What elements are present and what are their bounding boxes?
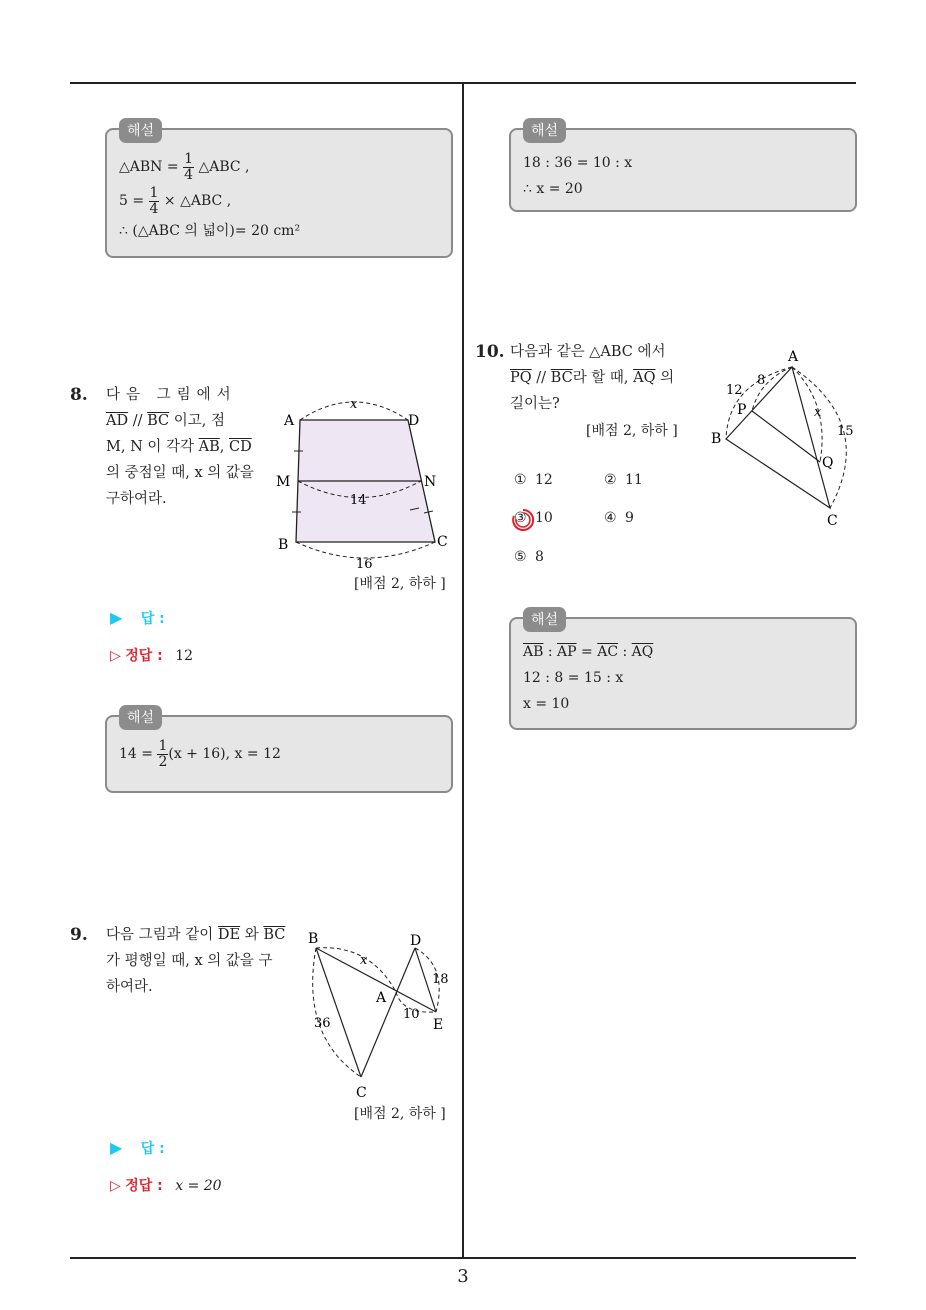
answer-label: 답 : (140, 1141, 165, 1157)
label-a: A (284, 413, 295, 429)
solution-line: ∴ (△ABC 의 넓이)= 20 cm² (119, 223, 301, 239)
correct-value: 12 (175, 648, 194, 664)
solution-line: 12 : 8 = 15 : x (523, 670, 624, 686)
answer-row (110, 608, 165, 628)
segment-pq (752, 411, 820, 462)
label-8: 8 (757, 373, 766, 388)
correct-triangle-icon: ▷ (110, 648, 121, 664)
choice-5[interactable]: ⑤ 8 (514, 549, 544, 565)
label-16: 16 (356, 557, 373, 572)
trapezoid-figure (270, 392, 460, 574)
label-n: N (424, 474, 437, 490)
solution-box-q9 (509, 123, 857, 212)
label-a: A (788, 349, 799, 365)
solution-tag: 해설 (119, 118, 162, 143)
solution-line: 14 = $\frac{1}{2}$ (x + 16), x = 12 (119, 737, 281, 770)
label-b: B (711, 431, 722, 447)
correct-value: x = 20 (175, 1178, 222, 1194)
label-36: 36 (314, 1016, 331, 1031)
correct-row (110, 645, 193, 665)
label-c: C (356, 1085, 367, 1101)
dashed-arc-bottom (296, 542, 435, 558)
label-15: 15 (837, 424, 854, 439)
label-d: D (408, 413, 420, 429)
label-x: x (360, 953, 368, 968)
solution-tag: 해설 (119, 705, 162, 730)
label-m: M (276, 474, 291, 490)
solution-line: 5 = $\frac{1}{4}$ × △ABC , (119, 184, 232, 217)
score-meta: [배점 2, 하하 ] (354, 576, 446, 592)
label-e: E (433, 1017, 444, 1033)
solution-box-q8 (105, 710, 453, 793)
solution-box-q7 (105, 123, 453, 258)
choice-2[interactable]: ② 11 (604, 472, 643, 488)
fraction: $\frac{1}{4}$ (184, 150, 193, 183)
choice-4[interactable]: ④ 9 (604, 510, 634, 526)
label-d: D (410, 933, 422, 949)
label-10: 10 (403, 1007, 420, 1022)
solution-tag: 해설 (523, 607, 566, 632)
score-meta: [배점 2, 하하 ] (586, 423, 678, 439)
triangle-figure (706, 344, 866, 530)
label-c: C (827, 513, 838, 529)
answer-triangle-icon: ▶ (110, 1138, 123, 1157)
fraction: $\frac{1}{2}$ (158, 737, 168, 770)
score-meta: [배점 2, 하하 ] (354, 1106, 446, 1122)
question-number: 9. (70, 925, 88, 945)
label-12: 12 (726, 383, 743, 398)
solution-tag: 해설 (523, 118, 566, 143)
correct-row (110, 1175, 222, 1195)
answer-label: 답 : (140, 611, 165, 627)
solution-line: ∴ x = 20 (523, 181, 583, 197)
parallel-lines-figure (300, 926, 460, 1104)
column-divider (462, 84, 464, 1258)
label-q: Q (822, 455, 834, 471)
label-a: A (376, 990, 387, 1006)
label-p: P (737, 402, 747, 418)
question-number: 10. (475, 342, 505, 362)
bottom-rule (70, 1257, 856, 1259)
answer-triangle-icon: ▶ (110, 608, 123, 627)
solution-line: x = 10 (523, 696, 570, 712)
label-18: 18 (432, 972, 449, 987)
choice-3[interactable]: ③ 10 (514, 510, 553, 526)
label-x: x (350, 397, 358, 412)
correct-triangle-icon: ▷ (110, 1178, 121, 1194)
label-b: B (308, 931, 319, 947)
page-number: 3 (457, 1266, 469, 1287)
correct-label: 정답 : (125, 648, 163, 664)
selected-circle-icon (509, 506, 537, 534)
question-text: 다음 그림과 같이 $\overline{DE}$ 와 $\overline{BC}$ 가 평행일 때, x 의 값을 구 하여라. (106, 927, 286, 995)
solution-line: △ABN = $\frac{1}{4}$ △ABC , (119, 150, 250, 183)
label-14: 14 (350, 493, 367, 508)
solution-line: $\overline{AB}$ : $\overline{AP} = \overline{AC}$ : $\overline{AQ}$ (523, 644, 654, 660)
question-number: 8. (70, 385, 88, 405)
solution-line: 18 : 36 = 10 : x (523, 155, 633, 171)
solution-box-q10 (509, 612, 857, 730)
choice-1[interactable]: ① 12 (514, 472, 553, 488)
answer-row (110, 1138, 165, 1158)
question-text: 다음 그림에서 $\overline{AD} // \overline{BC}$ 이고, 점 M, N 이 각각 $\overline{AB}$, $\overline{CD}$ 의 중점일 때, x 의 값을 구하여라. (106, 387, 254, 507)
label-c: C (437, 534, 448, 550)
label-b: B (278, 537, 289, 553)
question-text: 다음과 같은 △ABC 에서 $\overline{PQ} // \overline{BC}$라 할 때, $\overline{AQ}$ 의 길이는? (510, 344, 675, 412)
correct-label: 정답 : (125, 1178, 163, 1194)
label-x: x (814, 405, 822, 420)
fraction: $\frac{1}{4}$ (149, 184, 159, 217)
